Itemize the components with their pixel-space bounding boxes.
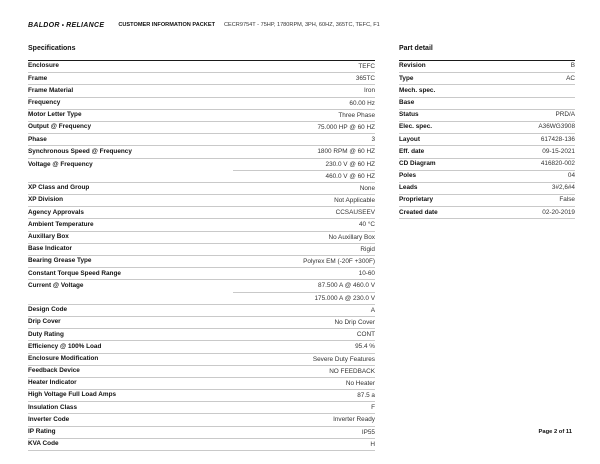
part-value: A36WG3908 xyxy=(489,121,575,133)
page-number: Page 2 of 11 xyxy=(538,429,572,435)
spec-label: Frequency xyxy=(28,97,233,109)
spec-value: Inverter Ready xyxy=(333,416,375,424)
spec-label: Duty Rating xyxy=(28,329,233,341)
part-row xyxy=(399,207,575,219)
part-row xyxy=(399,170,575,182)
spec-value: 365TC xyxy=(355,75,375,83)
spec-value: 87.500 A @ 460.0 V xyxy=(318,282,375,290)
spec-value: 40 °C xyxy=(358,221,375,229)
spec-value-cell xyxy=(233,121,375,133)
part-value: B xyxy=(489,61,575,73)
part-label: Eff. date xyxy=(399,146,489,158)
spec-value-cell xyxy=(233,316,375,328)
spec-value-cell xyxy=(233,365,375,377)
spec-row xyxy=(28,61,375,73)
spec-row xyxy=(28,256,375,268)
spec-label: Base Indicator xyxy=(28,243,233,255)
spec-value-cell xyxy=(233,207,375,219)
spec-label: Synchronous Speed @ Frequency xyxy=(28,146,233,158)
spec-row xyxy=(28,426,375,438)
spec-value-cell xyxy=(233,146,375,158)
spec-row xyxy=(28,390,375,402)
spec-value-cell xyxy=(233,353,375,365)
spec-value-cell xyxy=(233,219,375,231)
spec-label: Agency Approvals xyxy=(28,207,233,219)
spec-row xyxy=(28,85,375,97)
part-row xyxy=(399,158,575,170)
spec-value: 230.0 V @ 60 HZ xyxy=(325,160,375,168)
spec-row xyxy=(28,365,375,377)
spec-label: Auxillary Box xyxy=(28,231,233,243)
spec-value-cell xyxy=(233,438,375,450)
spec-row xyxy=(28,402,375,414)
spec-value-cell xyxy=(233,280,375,304)
spec-value: Polyrex EM (-20F +300F) xyxy=(303,258,375,265)
spec-row xyxy=(28,438,375,450)
part-row xyxy=(399,134,575,146)
spec-value-cell xyxy=(233,134,375,146)
specifications-table xyxy=(28,60,375,451)
spec-row xyxy=(28,329,375,341)
spec-value: TEFC xyxy=(358,63,375,70)
part-value: AC xyxy=(489,73,575,85)
part-value: 3#2,6#4 xyxy=(489,182,575,194)
spec-row xyxy=(28,341,375,353)
spec-value: 1800 RPM @ 60 HZ xyxy=(317,148,375,156)
spec-value-cell xyxy=(233,182,375,194)
part-value xyxy=(489,97,575,109)
brand-separator: • xyxy=(61,22,65,29)
spec-row xyxy=(28,158,375,182)
spec-label: IP Rating xyxy=(28,426,233,438)
part-row xyxy=(399,195,575,207)
part-label: Status xyxy=(399,109,489,121)
part-detail-table xyxy=(399,60,575,219)
spec-value: 60.00 Hz xyxy=(349,99,375,107)
spec-value-cell xyxy=(233,390,375,402)
spec-label: Bearing Grease Type xyxy=(28,256,233,268)
spec-value-cell xyxy=(233,426,375,438)
part-label: Poles xyxy=(399,170,489,182)
spec-value-cell xyxy=(233,73,375,85)
part-value: 04 xyxy=(489,170,575,182)
spec-value: A xyxy=(370,306,375,314)
brand-baldor: BALDOR xyxy=(28,21,60,29)
spec-label: Motor Letter Type xyxy=(28,109,233,121)
spec-row xyxy=(28,182,375,194)
spec-label: KVA Code xyxy=(28,438,233,450)
part-row xyxy=(399,73,575,85)
part-value: PRD/A xyxy=(489,109,575,121)
spec-label: Frame Material xyxy=(28,85,233,97)
part-label: Created date xyxy=(399,207,489,219)
spec-label: Enclosure Modification xyxy=(28,353,233,365)
spec-label: Voltage @ Frequency xyxy=(28,158,233,182)
part-value: False xyxy=(489,195,575,207)
spec-value: No Heater xyxy=(345,379,375,387)
brand-reliance: RELIANCE xyxy=(66,21,105,29)
spec-value: Severe Duty Features xyxy=(312,355,375,363)
part-label: Leads xyxy=(399,182,489,194)
spec-value-cell xyxy=(233,61,375,73)
spec-row xyxy=(28,207,375,219)
part-label: Base xyxy=(399,97,489,109)
spec-value-cell xyxy=(233,158,375,182)
spec-value-cell xyxy=(233,402,375,414)
part-label: Mech. spec. xyxy=(399,85,489,97)
spec-row xyxy=(28,195,375,207)
spec-value-cell xyxy=(233,377,375,389)
spec-label: Frame xyxy=(28,73,233,85)
spec-value: NO FEEDBACK xyxy=(329,367,375,375)
spec-label: Drip Cover xyxy=(28,316,233,328)
spec-label: Output @ Frequency xyxy=(28,121,233,133)
spec-value-cell xyxy=(233,231,375,243)
spec-label: Current @ Voltage xyxy=(28,280,233,304)
part-label: Proprietary xyxy=(399,195,489,207)
part-label: Layout xyxy=(399,134,489,146)
spec-value: Three Phase xyxy=(338,111,375,119)
spec-label: Heater Indicator xyxy=(28,377,233,389)
part-row xyxy=(399,121,575,133)
spec-value-cell xyxy=(233,256,375,268)
spec-label: Enclosure xyxy=(28,61,233,73)
part-row xyxy=(399,109,575,121)
part-value: 09-15-2021 xyxy=(489,146,575,158)
spec-label: XP Division xyxy=(28,195,233,207)
spec-value: 95.4 % xyxy=(355,343,375,351)
spec-row xyxy=(28,146,375,158)
part-row xyxy=(399,61,575,73)
spec-label: Ambient Temperature xyxy=(28,219,233,231)
spec-value: CONT xyxy=(356,331,375,339)
part-label: CD Diagram xyxy=(399,158,489,170)
spec-label: Insulation Class xyxy=(28,402,233,414)
part-value: 617428-136 xyxy=(489,134,575,146)
spec-value-cell xyxy=(233,243,375,255)
spec-row xyxy=(28,97,375,109)
spec-row xyxy=(28,377,375,389)
part-row xyxy=(399,97,575,109)
specifications-heading: Specifications xyxy=(28,45,76,52)
spec-value: 10-60 xyxy=(358,270,375,278)
part-row xyxy=(399,146,575,158)
spec-value: Iron xyxy=(363,87,375,95)
spec-row xyxy=(28,353,375,365)
spec-value-cell xyxy=(233,195,375,207)
spec-value-cell xyxy=(233,109,375,121)
part-value: 416820-002 xyxy=(489,158,575,170)
spec-value-cell xyxy=(233,341,375,353)
brand-logo xyxy=(28,22,104,29)
spec-value-cell xyxy=(233,329,375,341)
spec-value-cell xyxy=(233,85,375,97)
spec-row xyxy=(28,243,375,255)
spec-value-cell xyxy=(233,414,375,426)
spec-row xyxy=(28,414,375,426)
spec-row xyxy=(28,268,375,280)
spec-value: Rigid xyxy=(360,245,375,253)
document-title: CUSTOMER INFORMATION PACKET xyxy=(118,22,215,28)
spec-value: None xyxy=(359,184,375,192)
spec-value-cell xyxy=(233,97,375,109)
part-row xyxy=(399,85,575,97)
spec-value: H xyxy=(370,440,375,448)
spec-value: 460.0 V @ 60 HZ xyxy=(233,170,375,182)
part-label: Revision xyxy=(399,61,489,73)
spec-value-cell xyxy=(233,304,375,316)
spec-label: XP Class and Group xyxy=(28,182,233,194)
spec-value: No Auxillary Box xyxy=(328,233,375,241)
spec-row xyxy=(28,109,375,121)
spec-value: 175.000 A @ 230.0 V xyxy=(233,292,375,304)
part-row xyxy=(399,182,575,194)
spec-value: CCSAUSEEV xyxy=(335,209,375,217)
spec-label: Phase xyxy=(28,134,233,146)
spec-value: F xyxy=(371,404,375,412)
spec-row xyxy=(28,134,375,146)
spec-label: Inverter Code xyxy=(28,414,233,426)
spec-label: Feedback Device xyxy=(28,365,233,377)
spec-value: No Drip Cover xyxy=(334,318,375,326)
spec-label: Constant Torque Speed Range xyxy=(28,268,233,280)
document-header xyxy=(28,19,380,31)
spec-row xyxy=(28,231,375,243)
spec-row xyxy=(28,280,375,304)
spec-value: 87.5 a xyxy=(357,392,375,400)
spec-row xyxy=(28,121,375,133)
spec-label: Design Code xyxy=(28,304,233,316)
spec-label: Efficiency @ 100% Load xyxy=(28,341,233,353)
document-subtitle: CECR9754T - 75HP, 1780RPM, 3PH, 60HZ, 365TC, TEFC, F1 xyxy=(224,22,380,28)
spec-row xyxy=(28,219,375,231)
spec-value: Not Applicable xyxy=(334,197,375,205)
spec-value: IP55 xyxy=(361,428,375,436)
spec-value: 75.000 HP @ 60 HZ xyxy=(317,123,375,131)
part-detail-heading: Part detail xyxy=(399,45,433,52)
part-label: Type xyxy=(399,73,489,85)
part-value xyxy=(489,85,575,97)
spec-value: 3 xyxy=(371,136,375,144)
part-label: Elec. spec. xyxy=(399,121,489,133)
part-value: 02-20-2019 xyxy=(489,207,575,219)
spec-label: High Voltage Full Load Amps xyxy=(28,390,233,402)
spec-row xyxy=(28,304,375,316)
spec-row xyxy=(28,73,375,85)
spec-value-cell xyxy=(233,268,375,280)
spec-row xyxy=(28,316,375,328)
